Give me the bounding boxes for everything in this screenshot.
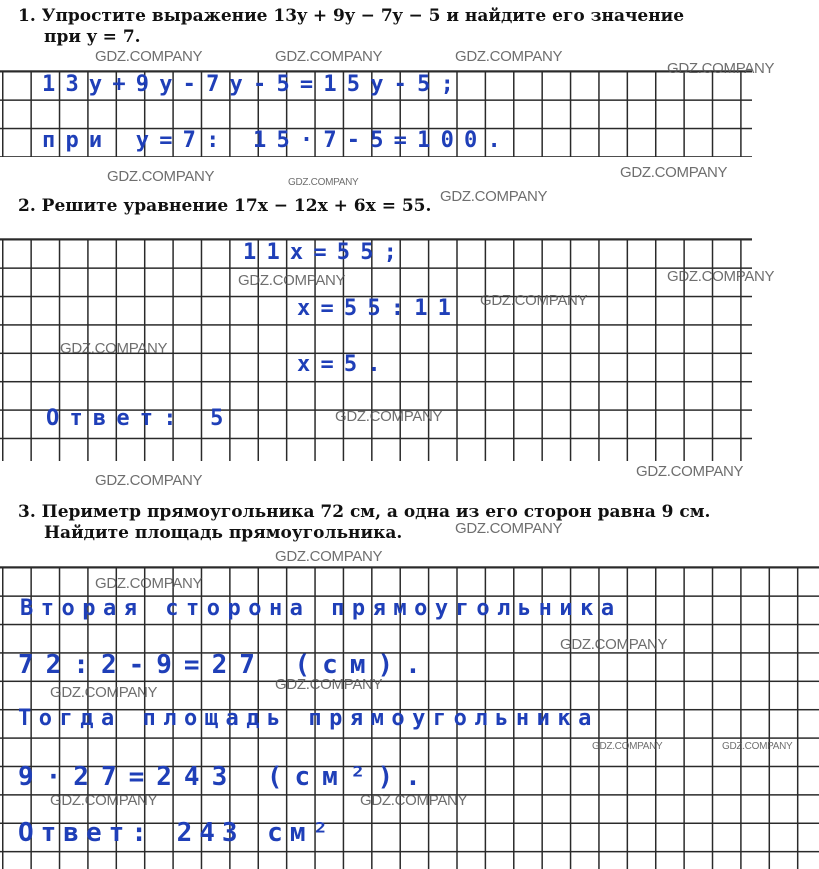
watermark: GDZ.COMPANY: [95, 48, 203, 65]
task-1-number: 1.: [18, 6, 36, 26]
task-3-number: 3.: [18, 502, 36, 522]
watermark: GDZ.COMPANY: [275, 676, 383, 693]
answer-3-line-2: 72:2-9=27 (см).: [18, 650, 433, 680]
watermark: GDZ.COMPANY: [667, 60, 775, 77]
watermark: GDZ.COMPANY: [335, 408, 443, 425]
watermark: GDZ.COMPANY: [275, 548, 383, 565]
task-3-text: Периметр прямоугольника 72 см, а одна из его сторон равна 9 см.: [41, 502, 711, 522]
watermark: GDZ.COMPANY: [480, 292, 588, 309]
watermark: GDZ.COMPANY: [440, 188, 548, 205]
task-3-text-line2: Найдите площадь прямоугольника.: [44, 523, 403, 543]
task-2: [18, 196, 431, 217]
answer-1-line-2: при y=7: 15·7-5=100.: [42, 128, 511, 153]
watermark: GDZ.COMPANY: [560, 636, 668, 653]
watermark: GDZ.COMPANY: [455, 520, 563, 537]
answer-3-line-1: Вторая сторона прямоугольника: [20, 596, 622, 621]
task-1: [18, 6, 684, 48]
answer-3-line-3: Тогда площадь прямоугольника: [18, 706, 599, 731]
watermark: GDZ.COMPANY: [620, 164, 728, 181]
answer-1-line-1: 13y+9y-7y-5=15y-5;: [42, 72, 465, 97]
watermark: GDZ.COMPANY: [288, 177, 359, 188]
answer-3-answer: Ответ: 243 см²: [18, 818, 336, 848]
watermark: GDZ.COMPANY: [107, 168, 215, 185]
answer-2-line-1: 11x=55;: [243, 240, 408, 265]
task-1-text-line2: при y = 7.: [44, 27, 141, 47]
watermark: GDZ.COMPANY: [275, 48, 383, 65]
watermark: GDZ.COMPANY: [95, 472, 203, 489]
answer-2-line-2: x=55:11: [297, 296, 462, 321]
answer-2-line-3: x=5.: [297, 352, 391, 377]
watermark: GDZ.COMPANY: [60, 340, 168, 357]
watermark: GDZ.COMPANY: [722, 741, 793, 752]
watermark: GDZ.COMPANY: [360, 792, 468, 809]
watermark: GDZ.COMPANY: [95, 575, 203, 592]
answer-3-line-4: 9·27=243 (см²).: [18, 762, 433, 792]
watermark: GDZ.COMPANY: [636, 463, 744, 480]
watermark: GDZ.COMPANY: [238, 272, 346, 289]
task-1-text: Упростите выражение 13y + 9y − 7y − 5 и найдите его значение: [41, 6, 685, 26]
task-2-number: 2.: [18, 196, 36, 216]
answer-2-answer: Ответ: 5: [46, 406, 234, 431]
watermark: GDZ.COMPANY: [592, 741, 663, 752]
task-3: [18, 502, 710, 544]
task-2-text: Решите уравнение 17x − 12x + 6x = 55.: [41, 196, 432, 216]
watermark: GDZ.COMPANY: [50, 792, 158, 809]
watermark: GDZ.COMPANY: [50, 684, 158, 701]
watermark: GDZ.COMPANY: [455, 48, 563, 65]
watermark: GDZ.COMPANY: [667, 268, 775, 285]
